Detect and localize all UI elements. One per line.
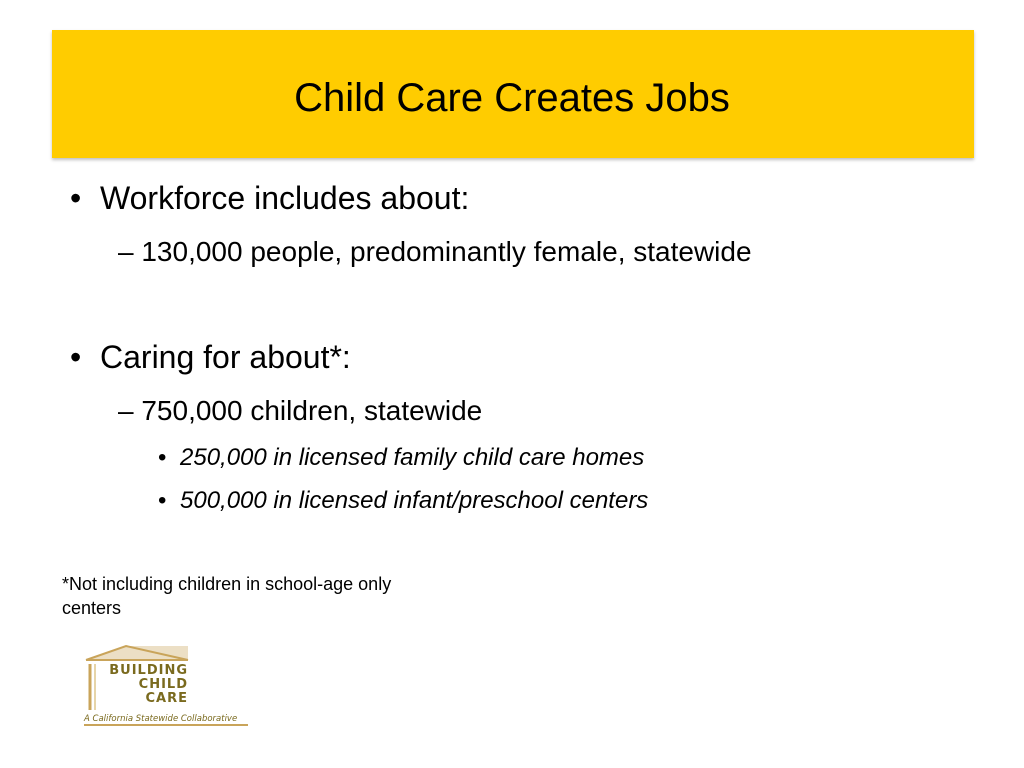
sub-bullet-people: [118, 235, 752, 269]
sub-sub-bullet-family-homes-text: 250,000 in licensed family child care homes: [180, 444, 645, 471]
bullet-caring: [70, 337, 351, 377]
dash-icon: –: [118, 236, 142, 267]
footnote: *Not including children in school-age only centers: [62, 574, 392, 618]
bullet-dot-icon: •: [158, 444, 167, 471]
sub-sub-bullet-family-homes: [158, 443, 644, 473]
logo-text-care: CARE: [145, 691, 188, 706]
bullet-dot-icon: •: [158, 487, 167, 514]
sub-bullet-children: [118, 394, 482, 428]
dash-icon: –: [118, 395, 142, 426]
bullet-dot-icon: •: [70, 180, 82, 216]
logo-tagline: A California Statewide Collaborative: [84, 714, 238, 724]
bullet-workforce: [70, 178, 469, 218]
building-child-care-logo: [84, 644, 250, 728]
bullet-caring-text: Caring for about*:: [100, 339, 351, 375]
logo-text-child: CHILD: [138, 677, 188, 692]
bullet-dot-icon: •: [70, 339, 82, 375]
sub-bullet-children-text: 750,000 children, statewide: [141, 395, 483, 426]
slide-title: Child Care Creates Jobs: [294, 76, 730, 120]
sub-bullet-people-text: 130,000 people, predominantly female, statewide: [141, 236, 752, 267]
sub-sub-bullet-centers-text: 500,000 in licensed infant/preschool centers: [180, 487, 649, 514]
logo-text-building: BUILDING: [109, 663, 188, 678]
bullet-workforce-text: Workforce includes about:: [100, 180, 470, 216]
sub-sub-bullet-centers: [158, 486, 648, 516]
